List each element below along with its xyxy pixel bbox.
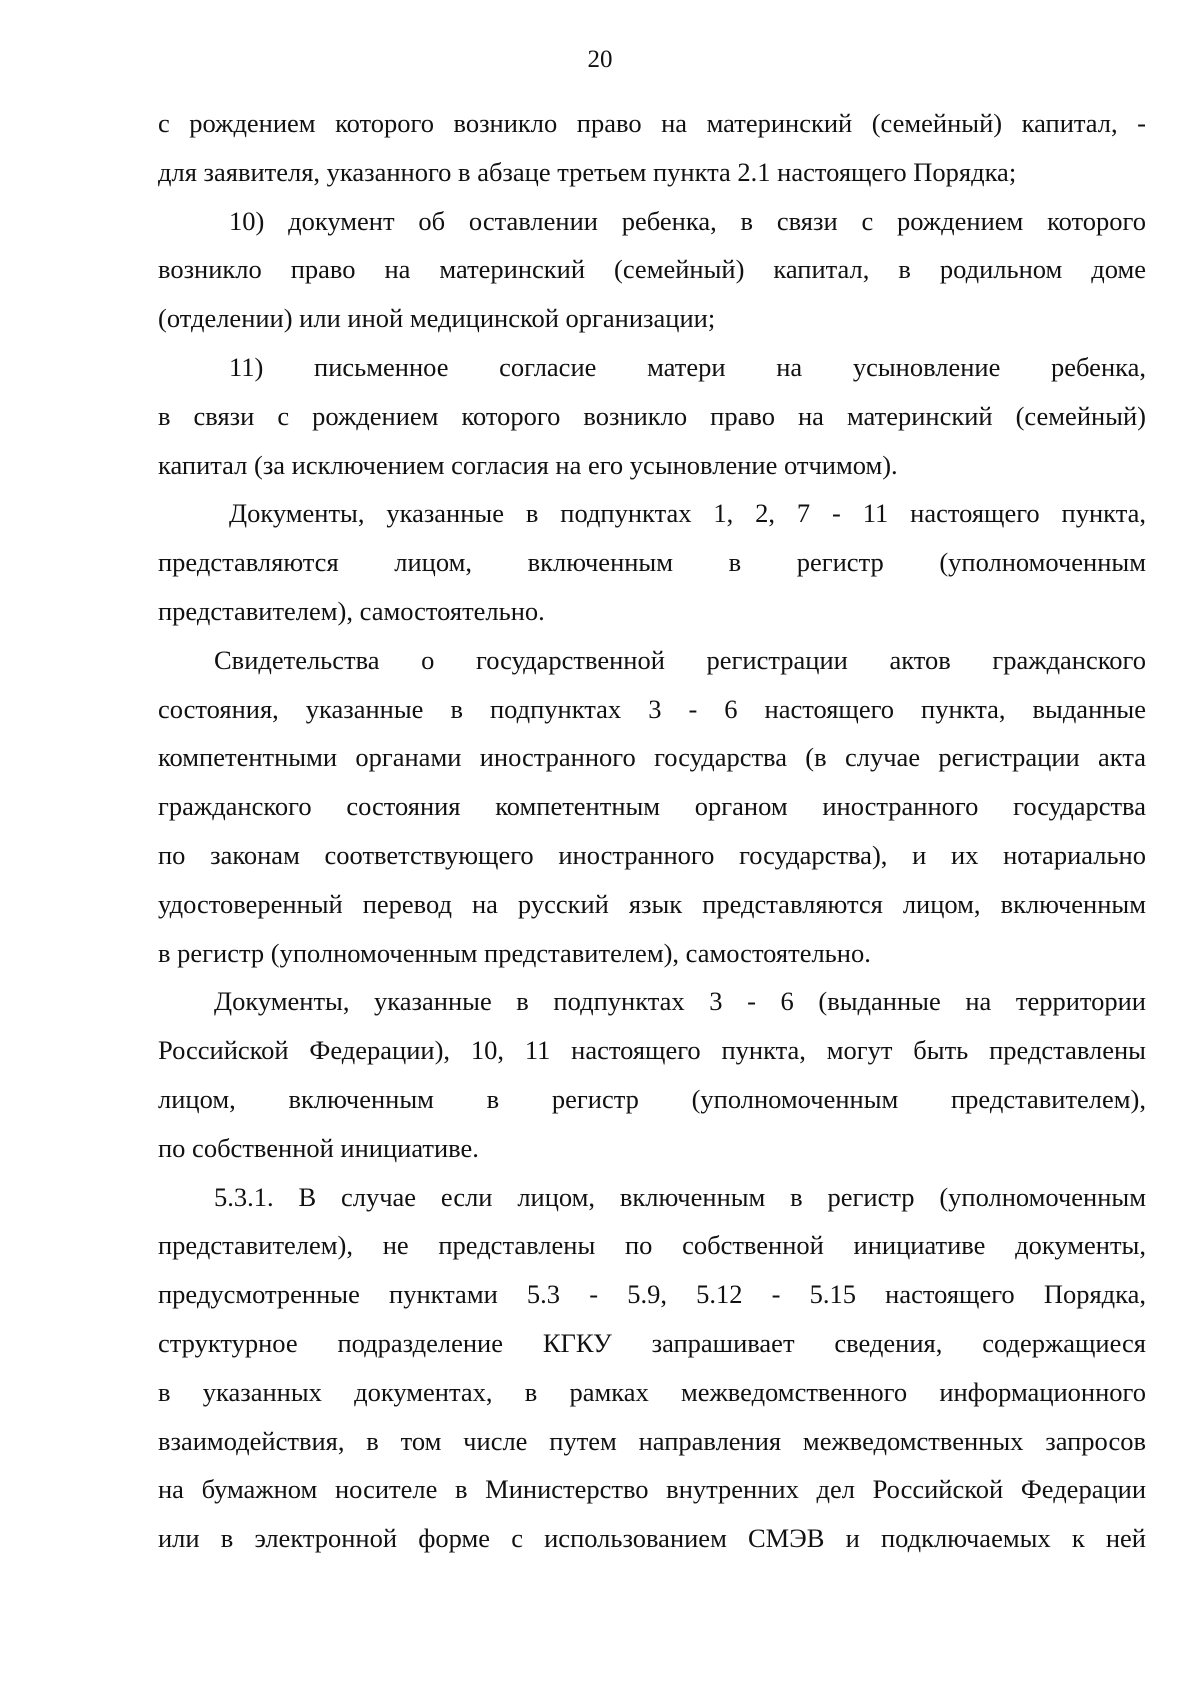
- text-line: на бумажном носителе в Министерство внутренних дел Российской Федерации: [158, 1474, 1146, 1505]
- text-line: с рождением которого возникло право на материнский (семейный) капитал, -: [158, 108, 1146, 138]
- text-line: представляются лицом, включенным в регистр (уполномоченным: [158, 547, 1146, 578]
- text-line: или в электронной форме с использованием СМЭВ и подключаемых к ней: [158, 1523, 1146, 1554]
- paragraph-start-line: Свидетельства о государственной регистрации актов гражданского: [214, 644, 1146, 675]
- text-line: гражданского состояния компетентным органом иностранного государства: [158, 791, 1146, 822]
- paragraph-start-line: Документы, указанные в подпунктах 3 - 6 (выданные на территории: [214, 986, 1146, 1017]
- paragraph-start-line: 10) документ об оставлении ребенка, в связи с рождением которого: [229, 205, 1146, 236]
- page-number: 20: [587, 46, 613, 73]
- paragraph-start-line: 11) письменное согласие матери на усыновление ребенка,: [229, 351, 1146, 382]
- text-line: компетентными органами иностранного государства (в случае регистрации акта: [158, 742, 1146, 773]
- paragraph-start-line: 5.3.1. В случае если лицом, включенным в регистр (уполномоченным: [214, 1181, 1146, 1212]
- document-body: [158, 99, 1146, 1563]
- text-line: представителем), самостоятельно.: [158, 595, 545, 626]
- text-line: в регистр (уполномоченным представителем), самостоятельно.: [158, 937, 871, 968]
- text-line: возникло право на материнский (семейный) капитал, в родильном доме: [158, 254, 1146, 285]
- text-line: по законам соответствующего иностранного государства), и их нотариально: [158, 839, 1146, 870]
- text-line: предусмотренные пунктами 5.3 - 5.9, 5.12 - 5.15 настоящего Порядка,: [158, 1279, 1146, 1310]
- paragraph-start-line: Документы, указанные в подпунктах 1, 2, 7 - 11 настоящего пункта,: [229, 498, 1146, 529]
- text-line: удостоверенный перевод на русский язык представляются лицом, включенным: [158, 888, 1146, 919]
- text-line: в связи с рождением которого возникло право на материнский (семейный): [158, 400, 1146, 431]
- text-line: взаимодействия, в том числе путем направления межведомственных запросов: [158, 1425, 1146, 1456]
- text-line: (отделении) или иной медицинской организации;: [158, 303, 716, 334]
- text-line: структурное подразделение КГКУ запрашивает сведения, содержащиеся: [158, 1327, 1146, 1358]
- text-line: состояния, указанные в подпунктах 3 - 6 настоящего пункта, выданные: [158, 693, 1146, 724]
- text-line: для заявителя, указанного в абзаце третьем пункта 2.1 настоящего Порядка;: [158, 156, 1017, 187]
- text-line: капитал (за исключением согласия на его усыновление отчимом).: [158, 449, 898, 480]
- text-line: представителем), не представлены по собственной инициативе документы,: [158, 1230, 1146, 1261]
- text-line: в указанных документах, в рамках межведомственного информационного: [158, 1376, 1146, 1407]
- text-line: Российской Федерации), 10, 11 настоящего пункта, могут быть представлены: [158, 1035, 1146, 1066]
- text-line: лицом, включенным в регистр (уполномоченным представителем),: [158, 1083, 1146, 1114]
- text-line: по собственной инициативе.: [158, 1132, 479, 1163]
